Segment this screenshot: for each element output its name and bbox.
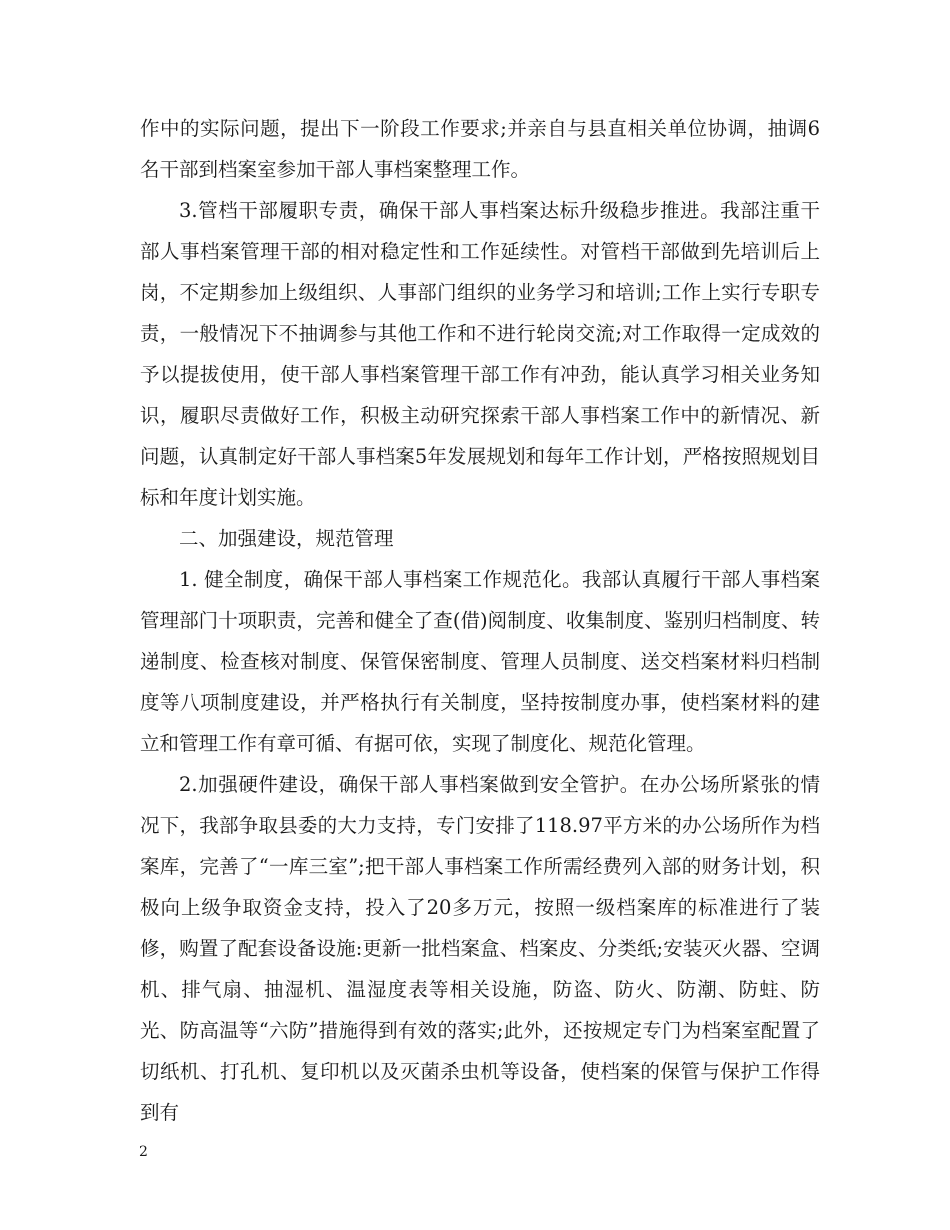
paragraph-section-1: 1. 健全制度，确保干部人事档案工作规范化。我部认真履行干部人事档案管理部门十项职责，完善和健全了查(借)阅制度、收集制度、鉴别归档制度、转递制度、检查核对制度、保管保密制度、管理人员制度、送交档案材料归档制度等八项制度建设，并严格执行有关制度，坚持按制度办事，使档案材料的建立和管理工作有章可循、有据可依，实现了制度化、规范化管理。	[140, 568, 820, 755]
document-body	[140, 108, 820, 1133]
page-number: 2	[139, 1144, 148, 1160]
section-heading-2: 二、加强建设，规范管理	[179, 527, 394, 550]
paragraph-continuation: 作中的实际问题，提出下一阶段工作要求;并亲自与县直相关单位协调，抽调6名干部到档案室参加干部人事档案整理工作。	[140, 117, 820, 181]
paragraph-section-3: 3.管档干部履职专责，确保干部人事档案达标升级稳步推进。我部注重干部人事档案管理干部的相对稳定性和工作延续性。对管档干部做到先培训后上岗，不定期参加上级组织、人事部门组织的业务学习和培训;工作上实行专职专责，一般情况下不抽调参与其他工作和不进行轮岗交流;对工作取得一定成效的予以提拔使用，使干部人事档案管理干部工作有冲劲，能认真学习相关业务知识，履职尽责做好工作，积极主动研究探索干部人事档案工作中的新情况、新问题，认真制定好干部人事档案5年发展规划和每年工作计划，严格按照规划目标和年度计划实施。	[140, 199, 820, 509]
paragraph-section-2: 2.加强硬件建设，确保干部人事档案做到安全管护。在办公场所紧张的情况下，我部争取县委的大力支持，专门安排了118.97平方米的办公场所作为档案库，完善了“一库三室”;把干部人事档案工作所需经费列入部的财务计划，积极向上级争取资金支持，投入了20多万元，按照一级档案库的标准进行了装修，购置了配套设备设施:更新一批档案盒、档案皮、分类纸;安装灭火器、空调机、排气扇、抽湿机、温湿度表等相关设施，防盗、防火、防潮、防蛀、防光、防高温等“六防”措施得到有效的落实;此外，还按规定专门为档案室配置了切纸机、打孔机、复印机以及灭菌杀虫机等设备，使档案的保管与保护工作得到有	[140, 773, 820, 1124]
